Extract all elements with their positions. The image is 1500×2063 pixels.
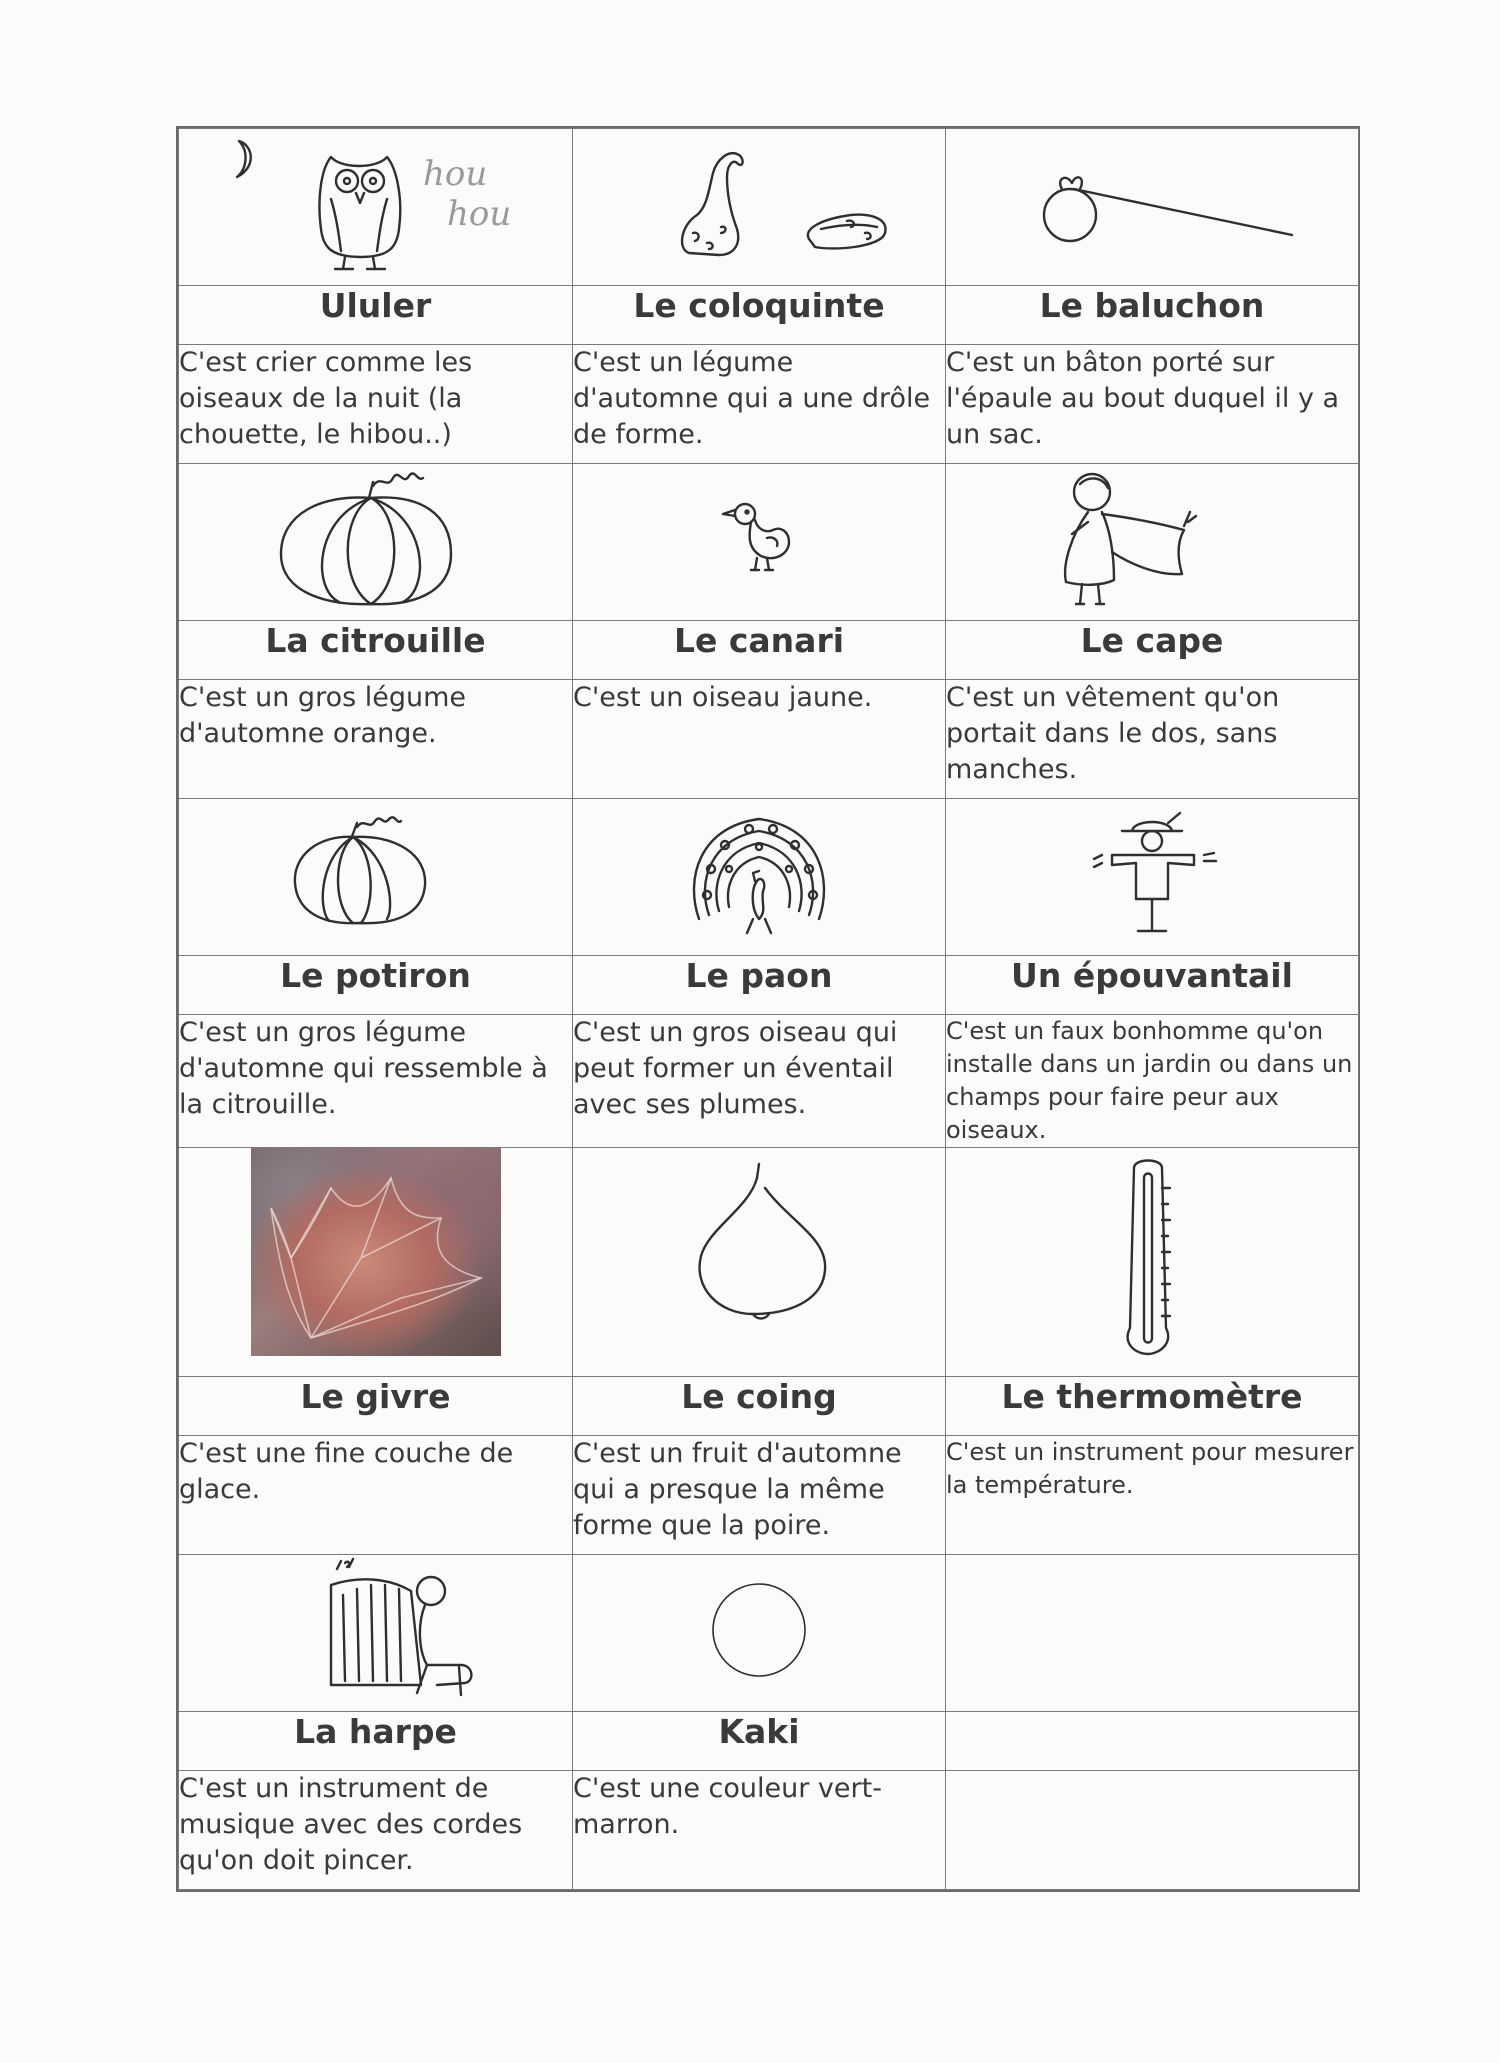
definition-thermometre: C'est un instrument pour mesurer la température.	[946, 1436, 1359, 1555]
image-cell	[179, 799, 573, 956]
definition-givre: C'est une fine couche de glace.	[179, 1436, 573, 1555]
image-row	[179, 1148, 1359, 1377]
definition-ululer: C'est crier comme les oiseaux de la nuit (la chouette, le hibou..)	[179, 345, 573, 464]
image-cell	[179, 1555, 573, 1712]
definition-potiron: C'est un gros légume d'automne qui ressemble à la citrouille.	[179, 1015, 573, 1148]
definition-coloquinte: C'est un légume d'automne qui a une drôle de forme.	[573, 345, 946, 464]
word-citrouille: La citrouille	[179, 621, 573, 680]
harp-drawing	[211, 1555, 541, 1705]
quince-drawing	[589, 1148, 929, 1348]
definition-cape: C'est un vêtement qu'on portait dans le dos, sans manches.	[946, 680, 1359, 799]
empty-word-cell	[946, 1712, 1359, 1771]
word-ululer: Ululer	[179, 286, 573, 345]
image-cell	[946, 129, 1359, 286]
image-row	[179, 799, 1359, 956]
cape-drawing	[962, 464, 1342, 614]
image-cell	[573, 1148, 946, 1377]
image-cell	[946, 464, 1359, 621]
definition-coing: C'est un fruit d'automne qui a presque la même forme que la poire.	[573, 1436, 946, 1555]
word-potiron: Le potiron	[179, 956, 573, 1015]
canary-drawing	[589, 464, 929, 614]
empty-definition-cell	[946, 1771, 1359, 1890]
frosted-leaf-photo	[251, 1148, 501, 1356]
word-row	[179, 1377, 1359, 1436]
bundle-drawing	[962, 129, 1342, 279]
definition-harpe: C'est un instrument de musique avec des cordes qu'on doit pincer.	[179, 1771, 573, 1890]
word-row	[179, 286, 1359, 345]
word-coing: Le coing	[573, 1377, 946, 1436]
circle-drawing	[589, 1555, 929, 1705]
word-row	[179, 956, 1359, 1015]
owl-drawing	[211, 129, 541, 279]
pumpkin-drawing	[211, 464, 541, 614]
image-cell	[179, 129, 573, 286]
image-row	[179, 129, 1359, 286]
thermometer-drawing	[962, 1148, 1342, 1368]
hou-text-1: hou	[422, 154, 487, 194]
scarecrow-drawing	[962, 799, 1342, 949]
image-cell	[573, 129, 946, 286]
definition-row	[179, 1015, 1359, 1148]
word-baluchon: Le baluchon	[946, 286, 1359, 345]
image-cell	[946, 1148, 1359, 1377]
hou-text-2: hou	[446, 194, 511, 234]
word-harpe: La harpe	[179, 1712, 573, 1771]
definition-row	[179, 1436, 1359, 1555]
definition-kaki: C'est une couleur vert-marron.	[573, 1771, 946, 1890]
definition-canari: C'est un oiseau jaune.	[573, 680, 946, 799]
word-paon: Le paon	[573, 956, 946, 1015]
word-coloquinte: Le coloquinte	[573, 286, 946, 345]
word-kaki: Kaki	[573, 1712, 946, 1771]
vocabulary-table	[178, 128, 1359, 1890]
potiron-drawing	[211, 799, 541, 949]
definition-citrouille: C'est un gros légume d'automne orange.	[179, 680, 573, 799]
image-cell	[573, 1555, 946, 1712]
word-givre: Le givre	[179, 1377, 573, 1436]
definition-row	[179, 680, 1359, 799]
word-row	[179, 621, 1359, 680]
word-cape: Le cape	[946, 621, 1359, 680]
image-row	[179, 1555, 1359, 1712]
vocabulary-sheet	[176, 126, 1360, 1892]
image-row	[179, 464, 1359, 621]
image-cell	[179, 464, 573, 621]
empty-cell	[946, 1555, 1359, 1712]
word-canari: Le canari	[573, 621, 946, 680]
definition-baluchon: C'est un bâton porté sur l'épaule au bout duquel il y a un sac.	[946, 345, 1359, 464]
definition-row	[179, 345, 1359, 464]
gourd-drawing	[589, 129, 929, 279]
peacock-drawing	[589, 799, 929, 949]
image-cell	[946, 799, 1359, 956]
image-cell	[179, 1148, 573, 1377]
image-cell	[573, 799, 946, 956]
image-cell	[573, 464, 946, 621]
definition-epouvantail: C'est un faux bonhomme qu'on installe dans un jardin ou dans un champs pour faire peur aux oiseaux.	[946, 1015, 1359, 1148]
definition-paon: C'est un gros oiseau qui peut former un éventail avec ses plumes.	[573, 1015, 946, 1148]
definition-row	[179, 1771, 1359, 1890]
word-thermometre: Le thermomètre	[946, 1377, 1359, 1436]
word-row	[179, 1712, 1359, 1771]
word-epouvantail: Un épouvantail	[946, 956, 1359, 1015]
